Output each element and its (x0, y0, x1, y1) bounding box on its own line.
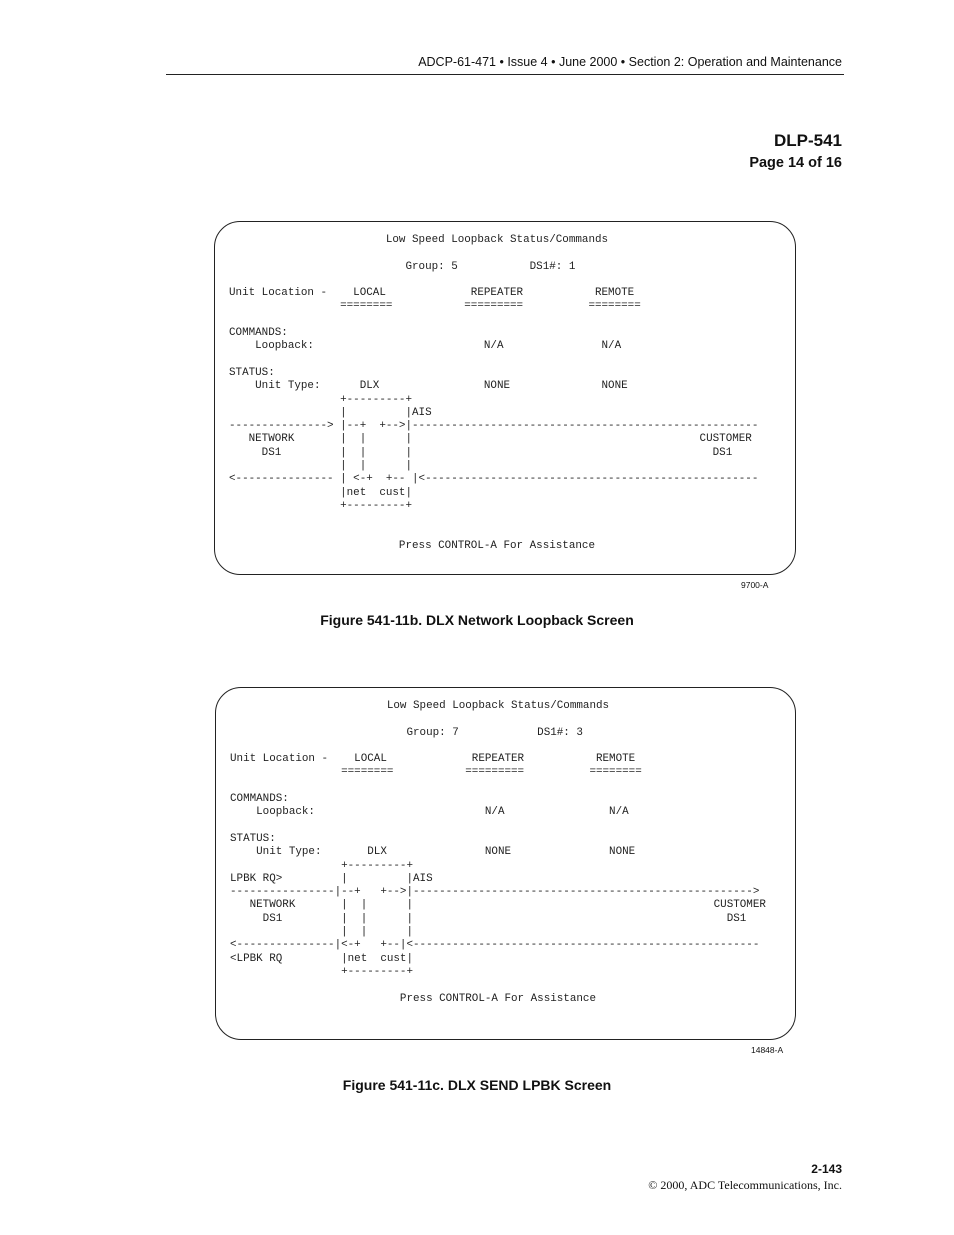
running-head: ADCP-61-471 • Issue 4 • June 2000 • Section 2: Operation and Maintenance (418, 55, 842, 69)
copyright: © 2000, ADC Telecommunications, Inc. (648, 1178, 842, 1192)
header-rule (166, 74, 844, 75)
dlp-number: DLP-541 (773, 131, 842, 150)
terminal-text-1: Low Speed Loopback Status/Commands Group: 5 DS1#: 1 Unit Location - LOCAL REPEATER REMOTE ======== ========= ======== COMMANDS: Loopback: N/A N/A STATUS: Unit Type: DLX NONE NONE +---------+ | |AIS ---------------> |--+ +-->|----------------------------------------------------- NETWORK | | | CUSTOMER DS1 | | | DS1 | | | <--------------- | <-+ +-- |<--------------------------------------------------- |net cust| +---------+ Press CONTROL-A For Assistance (229, 234, 759, 552)
figure-caption-2: Figure 541-11c. DLX SEND LPBK Screen (342, 1077, 612, 1093)
terminal-text-2: Low Speed Loopback Status/Commands Group: 7 DS1#: 3 Unit Location - LOCAL REPEATER REMOTE ======== ========= ======== COMMANDS: Loopback: N/A N/A STATUS: Unit Type: DLX NONE NONE +---------+ LPBK RQ> | |AIS ----------------|--+ +-->|----------------------------------------------------> NETWORK | | | CUSTOMER DS1 | | | DS1 | | | <---------------|<-+ +--|<----------------------------------------------------- <LPBK RQ |net cust| +---------+ Press CONTROL-A For Assistance (230, 700, 766, 1005)
page-number: 2-143 (811, 1162, 842, 1176)
terminal-screen-1 (214, 221, 796, 575)
figure-caption-1: Figure 541-11b. DLX Network Loopback Screen (320, 612, 634, 628)
figure-id-2: 14848-A (751, 1045, 784, 1055)
terminal-screen-2 (215, 687, 796, 1040)
page-indicator: Page 14 of 16 (749, 155, 842, 171)
figure-id-1: 9700-A (741, 580, 769, 590)
